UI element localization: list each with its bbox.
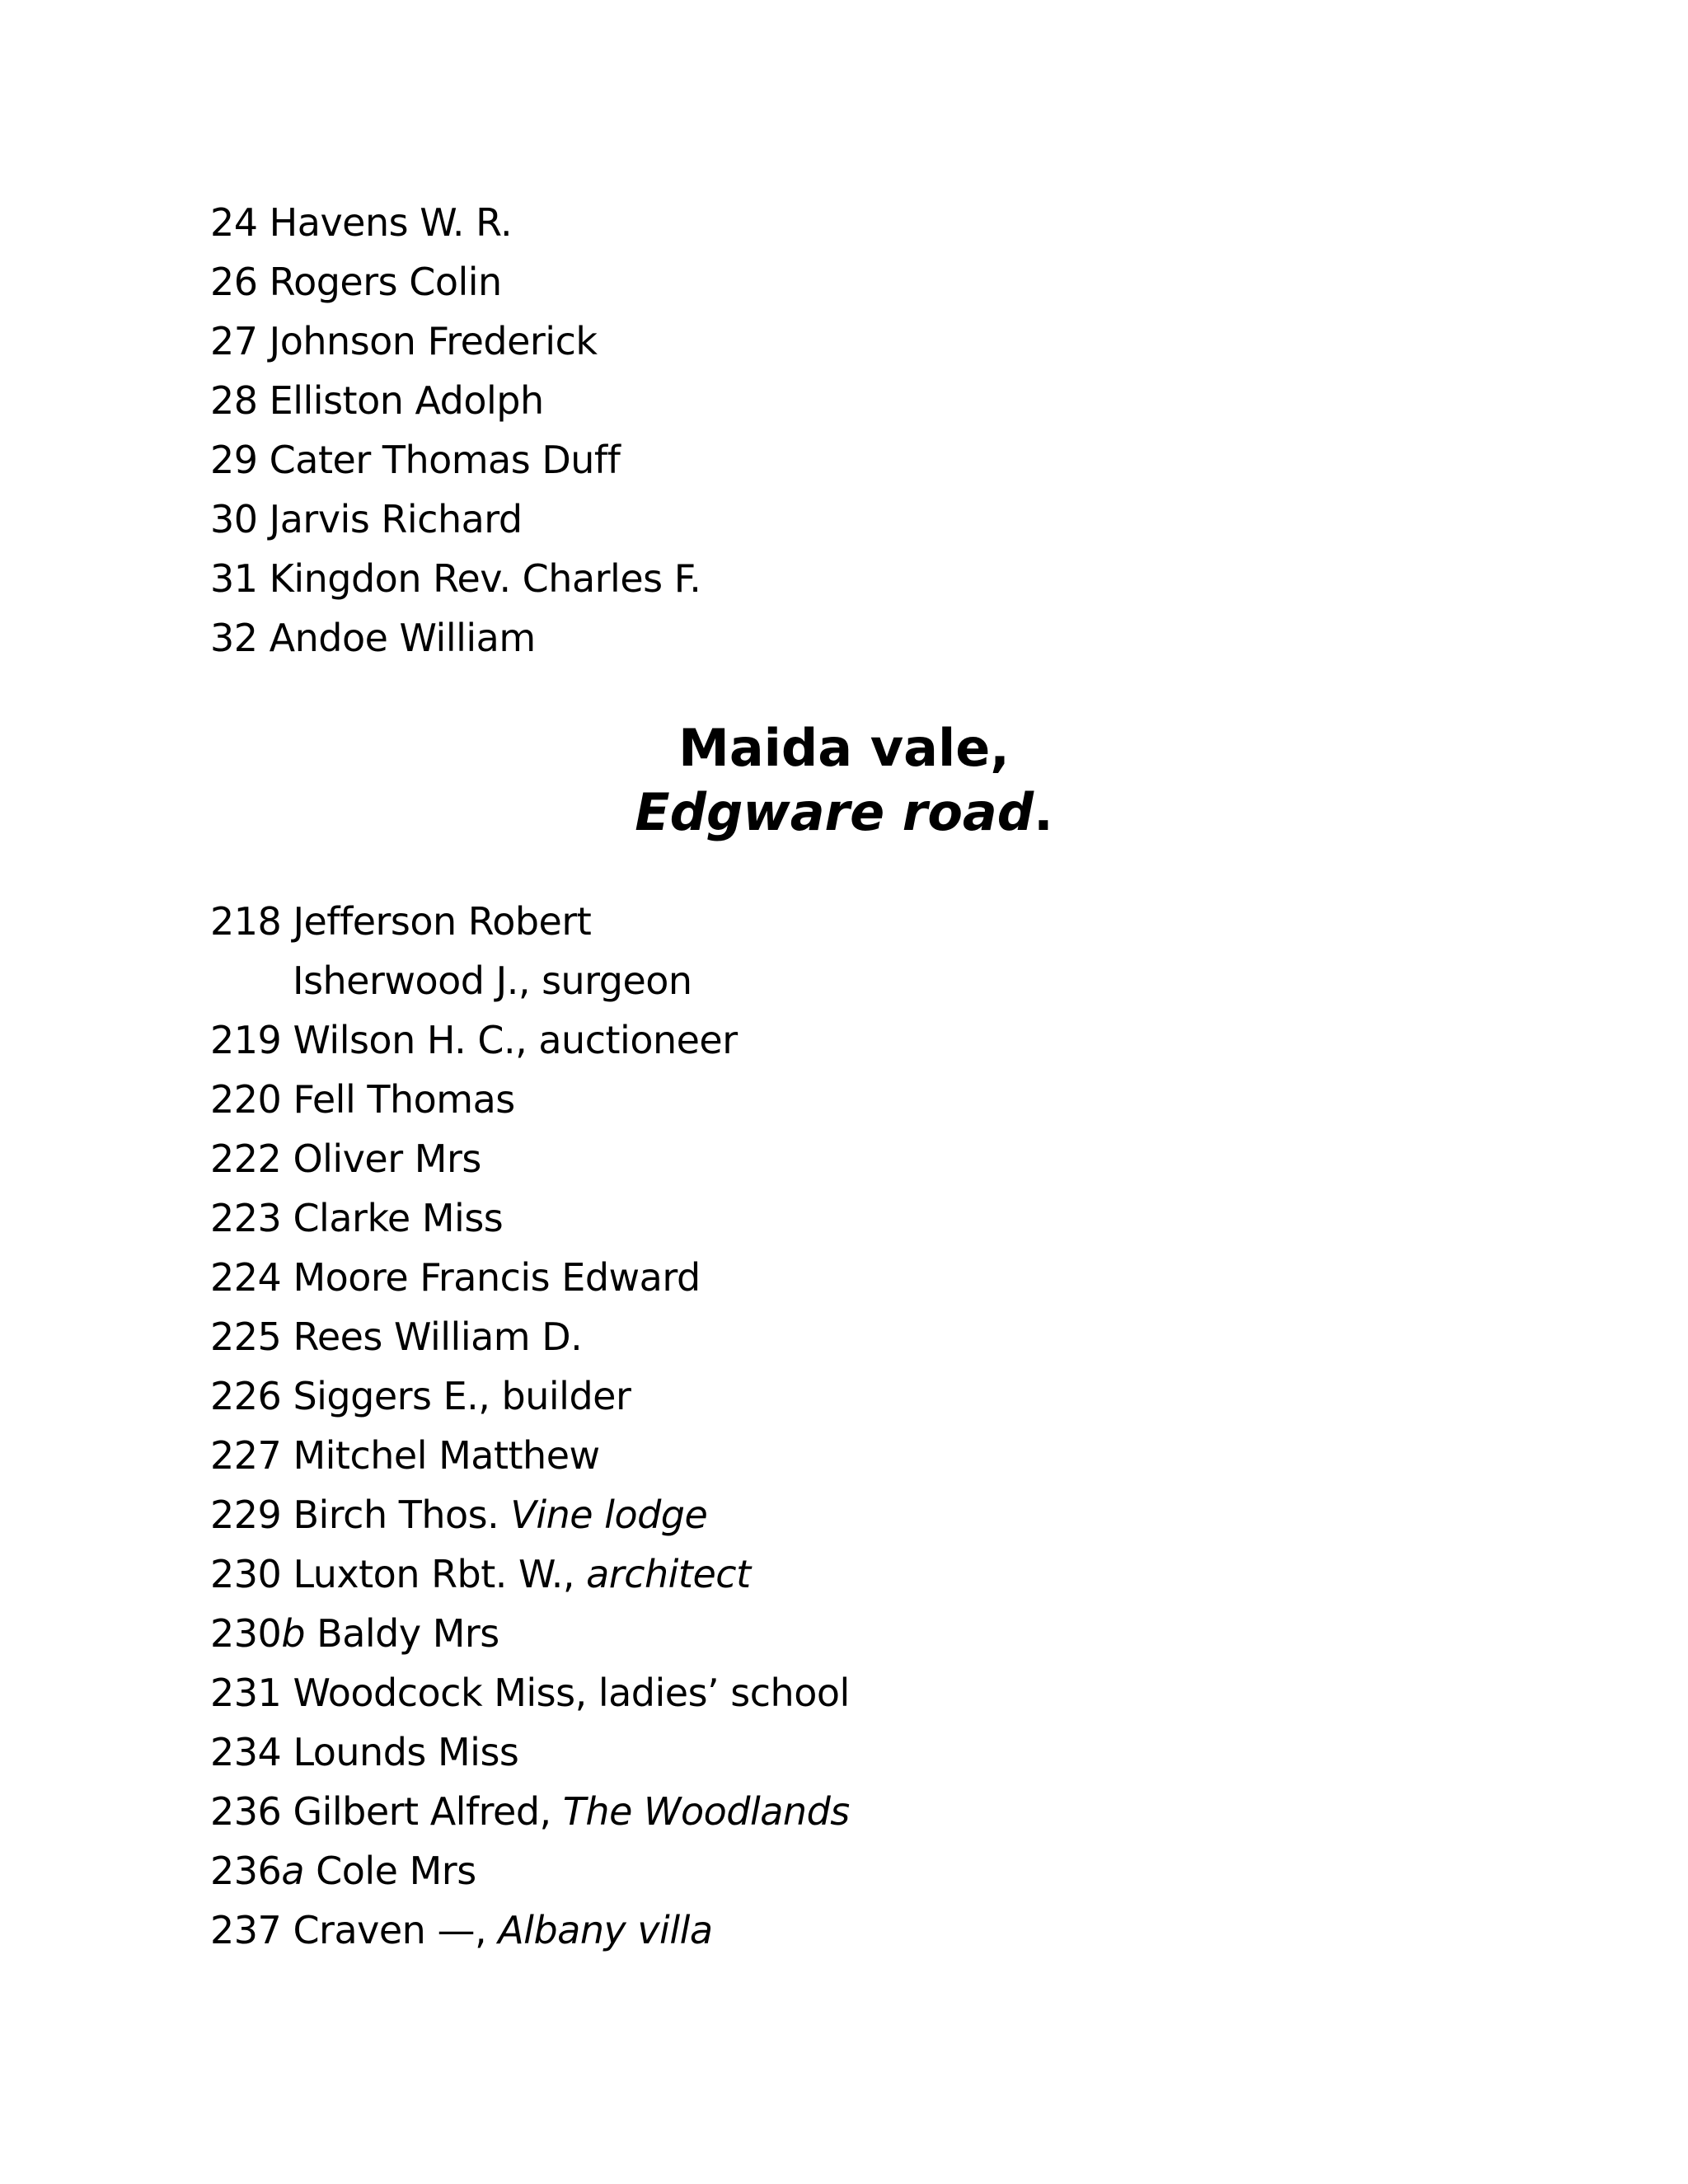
list-item (210, 1900, 850, 1960)
entry-text: Woodcock Miss, ladies’ school (293, 1671, 850, 1715)
entry-text: Johnson Frederick (269, 319, 598, 363)
entry-text: Birch Thos. (293, 1493, 511, 1537)
list-item (210, 371, 701, 430)
entry-text: Jefferson Robert (293, 899, 592, 944)
list-item (210, 1544, 850, 1604)
list-item (210, 193, 701, 252)
entry-text: Kingdon Rev. Charles F. (269, 556, 701, 601)
list-item (210, 951, 850, 1010)
list-item (210, 430, 701, 490)
list-item (210, 549, 701, 608)
list-item (210, 1722, 850, 1782)
entry-text: Havens W. R. (269, 200, 513, 245)
entry-number-suffix: b (281, 1611, 306, 1656)
entry-text: Cater Thomas Duff (269, 438, 621, 482)
list-item (210, 1248, 850, 1307)
entry-text: Craven —, (293, 1908, 499, 1952)
entry-number: 32 (210, 616, 258, 660)
section-heading-road-tail: . (1034, 782, 1053, 842)
entry-number: 229 (210, 1493, 282, 1537)
entry-text: Isherwood J., surgeon (293, 958, 692, 1003)
list-item (210, 252, 701, 312)
list-item (210, 1782, 850, 1841)
list-item (210, 490, 701, 549)
entry-italic-note: Albany villa (498, 1908, 713, 1952)
entry-number: 234 (210, 1730, 282, 1774)
section-heading-street: Maida vale, (678, 718, 1010, 778)
list-item (210, 1426, 850, 1485)
entry-italic-note: Vine lodge (510, 1493, 708, 1537)
entry-number: 31 (210, 556, 258, 601)
entry-number: 231 (210, 1671, 282, 1715)
entry-number: 220 (210, 1077, 282, 1122)
entry-italic-note: The Woodlands (562, 1789, 850, 1834)
entry-text: Gilbert Alfred, (293, 1789, 563, 1834)
entry-number: 218 (210, 899, 282, 944)
entry-number: 219 (210, 1018, 282, 1062)
entry-text: Elliston Adolph (269, 378, 544, 423)
entry-text: Lounds Miss (293, 1730, 519, 1774)
list-item (210, 1663, 850, 1722)
entry-number: 26 (210, 260, 258, 304)
entry-number: 236 (210, 1789, 282, 1834)
entry-number: 230 (210, 1611, 282, 1656)
entry-text: Baldy Mrs (316, 1611, 499, 1656)
list-item (210, 608, 701, 668)
entry-number: 226 (210, 1374, 282, 1418)
entry-text: Oliver Mrs (293, 1137, 481, 1181)
entry-number: 237 (210, 1908, 282, 1952)
entry-number: 30 (210, 497, 258, 541)
entry-text: Fell Thomas (293, 1077, 515, 1122)
entry-number: 225 (210, 1315, 282, 1359)
entry-number-suffix: a (281, 1849, 305, 1893)
section-heading-road (0, 781, 1688, 844)
list-item (210, 1307, 850, 1366)
entry-number: 224 (210, 1255, 282, 1300)
entry-text: Mitchel Matthew (293, 1433, 600, 1478)
entry-number: 223 (210, 1196, 282, 1240)
list-item (210, 1129, 850, 1188)
bottom-entry-list (210, 892, 850, 1960)
entry-text: Wilson H. C., auctioneer (293, 1018, 738, 1062)
entry-text: Clarke Miss (293, 1196, 504, 1240)
list-item (210, 1188, 850, 1248)
entry-text: Siggers E., builder (293, 1374, 631, 1418)
entry-text: Andoe William (269, 616, 536, 660)
entry-number: 27 (210, 319, 258, 363)
entry-number: 230 (210, 1552, 282, 1596)
list-item (210, 1366, 850, 1426)
list-item (210, 1604, 850, 1663)
list-item (210, 1841, 850, 1900)
entry-text: Rogers Colin (269, 260, 502, 304)
entry-text: Cole Mrs (316, 1849, 476, 1893)
entry-number: 227 (210, 1433, 282, 1478)
entry-number: 29 (210, 438, 258, 482)
list-item (210, 1485, 850, 1544)
entry-number: 24 (210, 200, 258, 245)
top-entry-list (210, 193, 701, 668)
list-item (210, 1070, 850, 1129)
entry-text: Luxton Rbt. W., (293, 1552, 587, 1596)
entry-text: Jarvis Richard (269, 497, 523, 541)
entry-text: Moore Francis Edward (293, 1255, 701, 1300)
entry-number: 222 (210, 1137, 282, 1181)
list-item (210, 1010, 850, 1070)
entry-text: Rees William D. (293, 1315, 583, 1359)
list-item (210, 892, 850, 951)
entry-italic-note: architect (586, 1552, 751, 1596)
entry-number: 236 (210, 1849, 282, 1893)
section-heading-road-name: Edgware road (635, 782, 1034, 842)
list-item (210, 312, 701, 371)
entry-number: 28 (210, 378, 258, 423)
